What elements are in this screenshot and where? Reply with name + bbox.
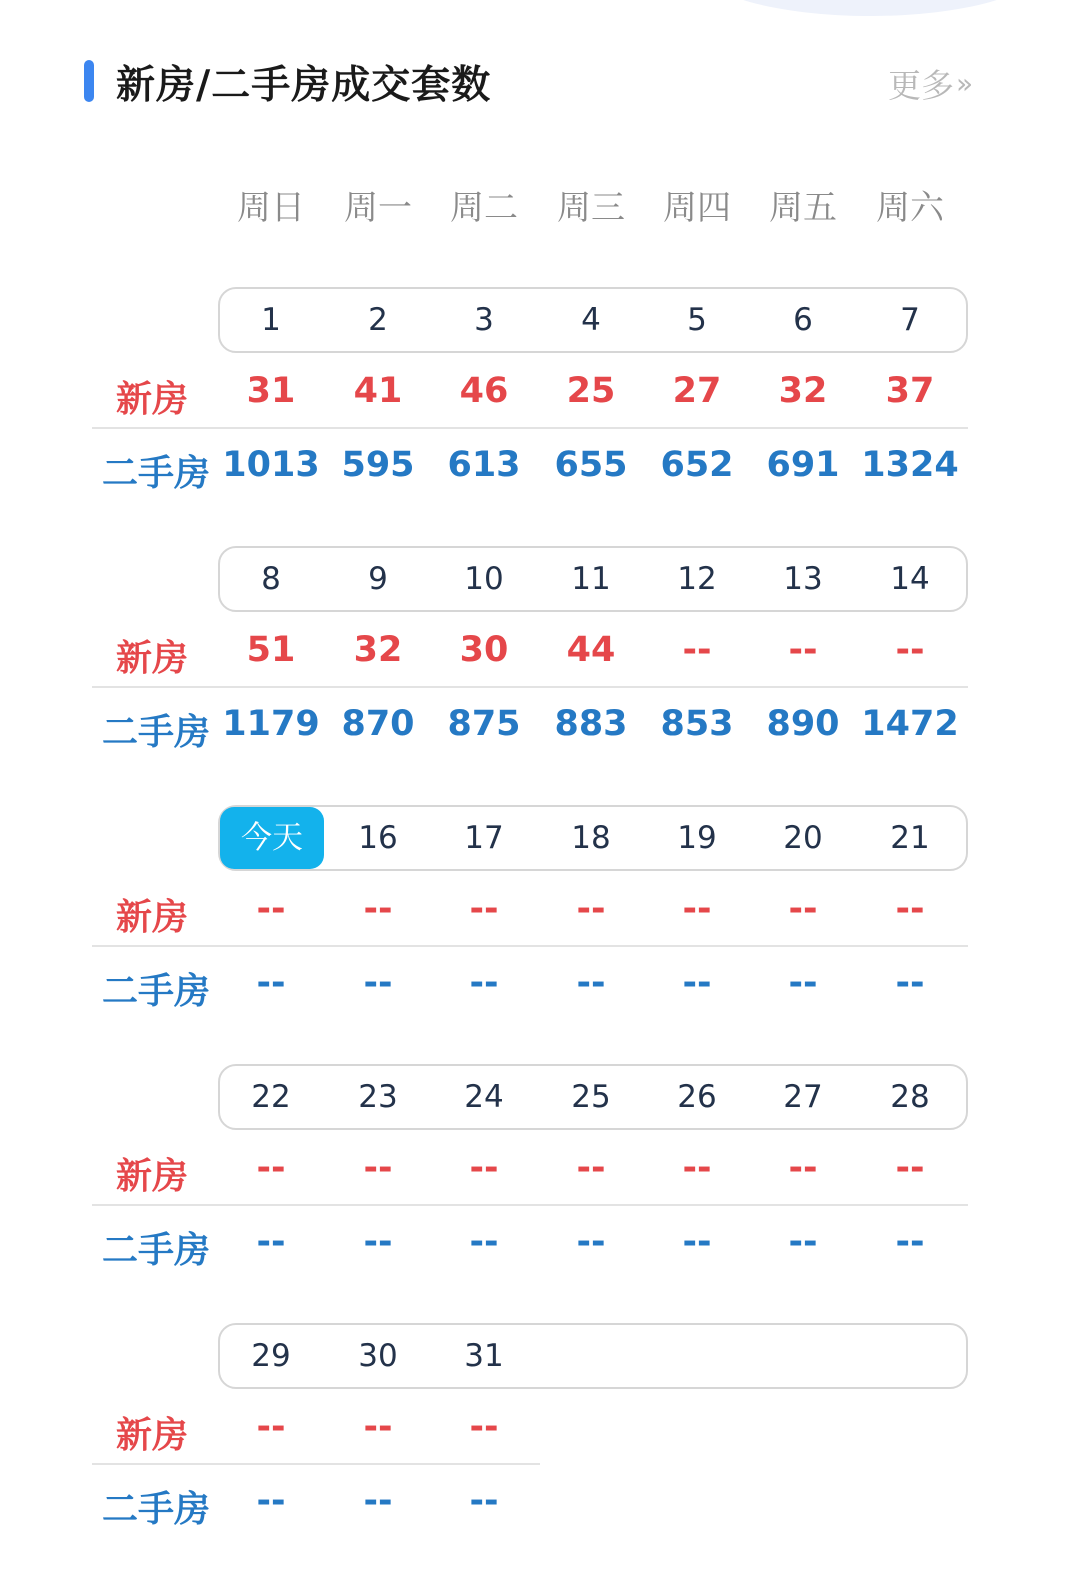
date-cell[interactable]: 27 bbox=[783, 1079, 823, 1115]
date-cell[interactable]: 5 bbox=[687, 302, 707, 338]
new-house-count: 27 bbox=[672, 371, 722, 411]
row-label-new-house: 新房 bbox=[116, 379, 189, 420]
new-house-count: -- bbox=[469, 1407, 499, 1447]
new-house-count: 44 bbox=[566, 630, 616, 670]
week-block bbox=[0, 805, 1080, 1035]
row-label-new-house: 新房 bbox=[116, 638, 189, 679]
row-label-second-hand: 二手房 bbox=[102, 712, 211, 753]
second-hand-count: -- bbox=[788, 963, 818, 1003]
new-house-count: -- bbox=[256, 889, 286, 929]
decorative-arc bbox=[700, 0, 1040, 16]
new-house-count: 30 bbox=[459, 630, 509, 670]
week-block bbox=[0, 546, 1080, 776]
second-hand-count: -- bbox=[895, 963, 925, 1003]
date-cell[interactable]: 31 bbox=[464, 1338, 504, 1374]
weekday-label: 周三 bbox=[557, 188, 625, 228]
second-hand-count: 691 bbox=[766, 445, 840, 485]
second-hand-count: 870 bbox=[341, 704, 415, 744]
second-hand-count: -- bbox=[469, 1222, 499, 1262]
row-label-new-house: 新房 bbox=[116, 1415, 189, 1456]
second-hand-count: -- bbox=[788, 1222, 818, 1262]
weekday-label: 周二 bbox=[450, 188, 518, 228]
new-house-count: -- bbox=[788, 1148, 818, 1188]
second-hand-count: -- bbox=[576, 963, 606, 1003]
title-accent-bar bbox=[84, 60, 94, 102]
new-house-count: -- bbox=[363, 1407, 393, 1447]
second-hand-count: 890 bbox=[766, 704, 840, 744]
date-cell[interactable]: 30 bbox=[358, 1338, 398, 1374]
second-hand-count: -- bbox=[576, 1222, 606, 1262]
date-cell[interactable]: 14 bbox=[890, 561, 930, 597]
new-house-count: -- bbox=[363, 889, 393, 929]
new-house-count: 41 bbox=[353, 371, 403, 411]
new-house-count: -- bbox=[895, 1148, 925, 1188]
new-house-count: 46 bbox=[459, 371, 509, 411]
second-hand-count: 875 bbox=[447, 704, 521, 744]
second-hand-count: -- bbox=[469, 963, 499, 1003]
weekday-label: 周六 bbox=[876, 188, 944, 228]
second-hand-count: -- bbox=[363, 1481, 393, 1521]
date-cell[interactable]: 28 bbox=[890, 1079, 930, 1115]
date-cell[interactable]: 21 bbox=[890, 820, 930, 856]
row-divider bbox=[92, 427, 968, 429]
new-house-count: -- bbox=[576, 1148, 606, 1188]
second-hand-count: -- bbox=[363, 1222, 393, 1262]
second-hand-count: 655 bbox=[554, 445, 628, 485]
new-house-count: -- bbox=[256, 1148, 286, 1188]
new-house-count: -- bbox=[895, 630, 925, 670]
date-cell[interactable]: 19 bbox=[677, 820, 717, 856]
second-hand-count: 1013 bbox=[222, 445, 320, 485]
new-house-count: -- bbox=[682, 1148, 712, 1188]
second-hand-count: -- bbox=[895, 1222, 925, 1262]
second-hand-count: 613 bbox=[447, 445, 521, 485]
date-cell[interactable]: 11 bbox=[571, 561, 611, 597]
row-label-second-hand: 二手房 bbox=[102, 453, 211, 494]
second-hand-count: -- bbox=[682, 1222, 712, 1262]
date-cell[interactable]: 18 bbox=[571, 820, 611, 856]
date-cell[interactable]: 24 bbox=[464, 1079, 504, 1115]
date-cell[interactable]: 25 bbox=[571, 1079, 611, 1115]
section-title: 新房/二手房成交套数 bbox=[116, 63, 492, 108]
date-cell[interactable]: 1 bbox=[261, 302, 281, 338]
date-cell[interactable]: 22 bbox=[251, 1079, 291, 1115]
new-house-count: -- bbox=[363, 1148, 393, 1188]
new-house-count: -- bbox=[788, 630, 818, 670]
new-house-count: 25 bbox=[566, 371, 616, 411]
date-cell[interactable]: 8 bbox=[261, 561, 281, 597]
second-hand-count: -- bbox=[469, 1481, 499, 1521]
second-hand-count: -- bbox=[256, 1222, 286, 1262]
second-hand-count: -- bbox=[682, 963, 712, 1003]
row-divider bbox=[92, 945, 968, 947]
week-block bbox=[0, 287, 1080, 517]
new-house-count: 32 bbox=[353, 630, 403, 670]
double-chevron-right-icon: » bbox=[956, 67, 968, 100]
new-house-count: -- bbox=[895, 889, 925, 929]
row-label-second-hand: 二手房 bbox=[102, 971, 211, 1012]
row-divider bbox=[92, 1463, 540, 1465]
date-cell[interactable]: 17 bbox=[464, 820, 504, 856]
row-divider bbox=[92, 686, 968, 688]
week-block bbox=[0, 1064, 1080, 1294]
date-cell[interactable]: 29 bbox=[251, 1338, 291, 1374]
date-cell[interactable]: 9 bbox=[368, 561, 388, 597]
date-cell[interactable]: 20 bbox=[783, 820, 823, 856]
new-house-count: 31 bbox=[246, 371, 296, 411]
weekday-label: 周日 bbox=[237, 188, 305, 228]
row-divider bbox=[92, 1204, 968, 1206]
date-cell[interactable]: 7 bbox=[900, 302, 920, 338]
second-hand-count: 1472 bbox=[861, 704, 959, 744]
row-label-second-hand: 二手房 bbox=[102, 1230, 211, 1271]
date-cell[interactable]: 10 bbox=[464, 561, 504, 597]
row-label-new-house: 新房 bbox=[116, 1156, 189, 1197]
date-cell[interactable]: 6 bbox=[793, 302, 813, 338]
new-house-count: -- bbox=[788, 889, 818, 929]
second-hand-count: 652 bbox=[660, 445, 734, 485]
second-hand-count: 595 bbox=[341, 445, 415, 485]
weekday-label: 周五 bbox=[769, 188, 837, 228]
second-hand-count: 1179 bbox=[222, 704, 320, 744]
new-house-count: 51 bbox=[246, 630, 296, 670]
date-cell[interactable]: 3 bbox=[474, 302, 494, 338]
weekday-label: 周一 bbox=[344, 188, 412, 228]
date-cell[interactable]: 13 bbox=[783, 561, 823, 597]
date-cell[interactable]: 26 bbox=[677, 1079, 717, 1115]
second-hand-count: -- bbox=[256, 1481, 286, 1521]
new-house-count: -- bbox=[682, 630, 712, 670]
weekday-label: 周四 bbox=[663, 188, 731, 228]
more-label: 更多 bbox=[888, 66, 954, 105]
new-house-count: 37 bbox=[885, 371, 935, 411]
second-hand-count: 1324 bbox=[861, 445, 959, 485]
second-hand-count: 883 bbox=[554, 704, 628, 744]
date-cell-today[interactable]: 今天 bbox=[220, 807, 324, 869]
second-hand-count: -- bbox=[256, 963, 286, 1003]
date-cell[interactable]: 16 bbox=[358, 820, 398, 856]
second-hand-count: -- bbox=[363, 963, 393, 1003]
new-house-count: 32 bbox=[778, 371, 828, 411]
new-house-count: -- bbox=[256, 1407, 286, 1447]
date-cell[interactable]: 12 bbox=[677, 561, 717, 597]
date-cell[interactable]: 23 bbox=[358, 1079, 398, 1115]
week-block bbox=[0, 1323, 1080, 1553]
new-house-count: -- bbox=[682, 889, 712, 929]
second-hand-count: 853 bbox=[660, 704, 734, 744]
row-label-new-house: 新房 bbox=[116, 897, 189, 938]
date-cell[interactable]: 4 bbox=[581, 302, 601, 338]
new-house-count: -- bbox=[576, 889, 606, 929]
more-link[interactable] bbox=[888, 60, 967, 107]
new-house-count: -- bbox=[469, 1148, 499, 1188]
row-label-second-hand: 二手房 bbox=[102, 1489, 211, 1530]
date-cell[interactable]: 2 bbox=[368, 302, 388, 338]
new-house-count: -- bbox=[469, 889, 499, 929]
